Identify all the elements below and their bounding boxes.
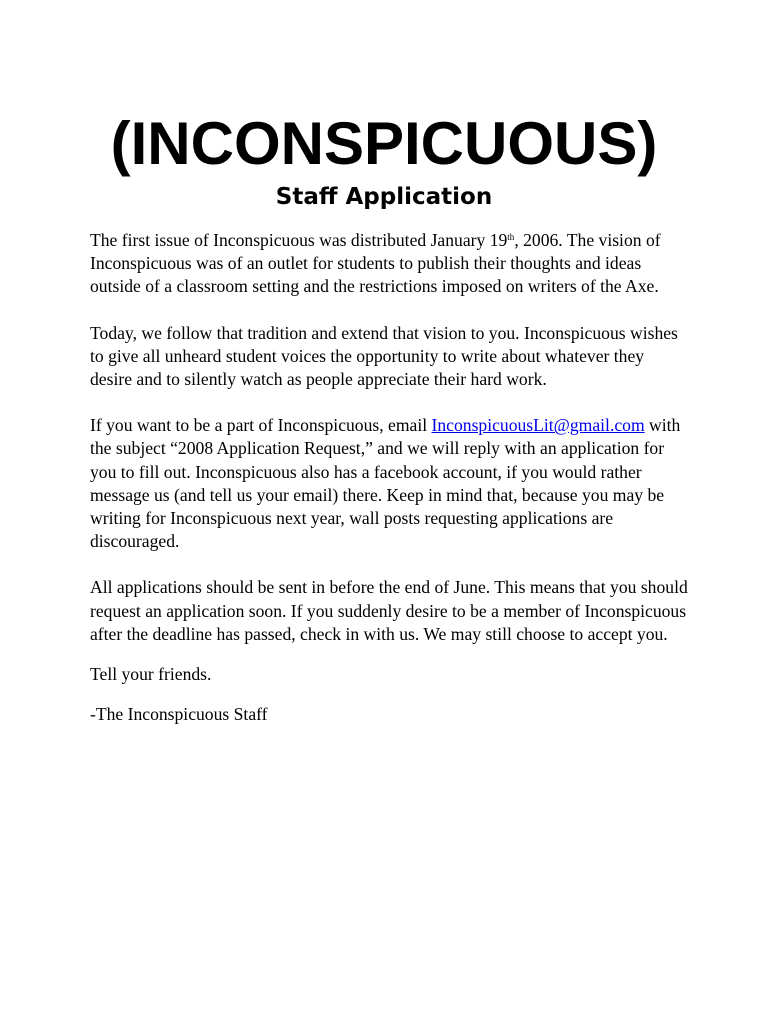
paragraph-vision: Today, we follow that tradition and extend that vision to you. Inconspicuous wishes to give all unheard student voices the opportunity to write about whatever they desire and to silently watch as people appreciate their hard work. [90,322,678,390]
document-body [90,229,690,749]
date-ordinal-suffix: th [507,232,515,242]
apply-details-text: with the subject “2008 Application Request,” and we will reply with an application for you to fill out. Inconspicuous also has a facebook account, if you would rather message us (and tell us your email) there. Keep in mind that, because you may be writing for Inconspicuous next year, wall posts requesting applications are discouraged. [90,415,681,552]
paragraph-deadline: All applications should be sent in before the end of June. This means that you should request an application soon. If you suddenly desire to be a member of Inconspicuous after the deadline has passed, check in with us. We may still choose to accept you. [90,577,688,644]
page-title: (INCONSPICUOUS) [110,110,658,177]
paragraph-how-to-apply [90,414,690,553]
paragraph-history [90,229,690,299]
apply-intro-text: If you want to be a part of Inconspicuous, email [90,415,432,436]
history-text-start: The first issue of Inconspicuous was distributed January 19 [90,230,508,250]
history-text-end: , 2006. The vision of Inconspicuous was of an outlet for students to publish their thoughts and ideas outside of a classroom setting and the restrictions imposed on writers of the Axe. [90,230,661,297]
paragraph-tell-friends: Tell your friends. [90,664,212,685]
signature: -The Inconspicuous Staff [90,704,268,725]
email-link[interactable]: InconspicuousLit@gmail.com [431,415,645,436]
page-subtitle: Staff Application [275,184,493,210]
